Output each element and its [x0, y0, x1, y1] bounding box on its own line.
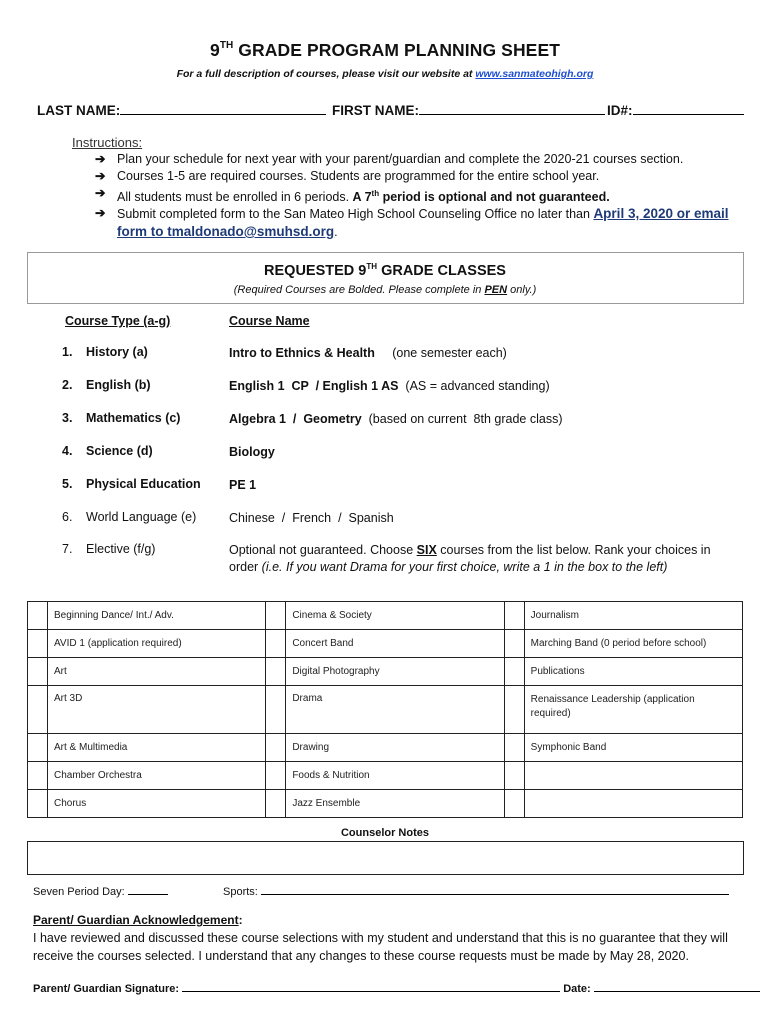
rank-box[interactable] [28, 658, 48, 686]
rank-box[interactable] [28, 762, 48, 790]
elective-instructions: Optional not guaranteed. Choose SIX courses from the list below. Rank your choices in order (i.e. If you want Drama for your first choice, write a 1 in the box to the left) [229, 543, 711, 574]
rank-box[interactable] [266, 762, 286, 790]
table-row: Beginning Dance/ Int./ Adv. Cinema & Society Journalism [28, 602, 743, 630]
acknowledgement-text: I have reviewed and discussed these course selections with my student and understand that this is no guarantee that they will receive the courses selected. I understand that any changes to these course requests must be made by May 28, 2020. [33, 931, 728, 963]
counselor-notes-box[interactable] [27, 841, 744, 875]
rank-box[interactable] [28, 790, 48, 818]
instructions-heading: Instructions: [72, 135, 143, 150]
rank-box[interactable] [266, 790, 286, 818]
sports-field[interactable] [261, 883, 729, 895]
rank-box[interactable] [266, 602, 286, 630]
table-row: Chamber Orchestra Foods & Nutrition [28, 762, 743, 790]
website-link[interactable]: www.sanmateohigh.org [475, 68, 594, 80]
seven-period-field[interactable] [128, 883, 168, 895]
arrow-icon: ➔ [95, 152, 106, 166]
table-row: Art & Multimedia Drawing Symphonic Band [28, 734, 743, 762]
instruction-item: ➔ All students must be enrolled in 6 periods. A 7th period is optional and not guaranteed. [95, 186, 610, 205]
table-row: Art Digital Photography Publications [28, 658, 743, 686]
rank-box[interactable] [266, 630, 286, 658]
first-name-field[interactable] [419, 101, 605, 115]
rank-box[interactable] [504, 734, 524, 762]
seven-period-row: Seven Period Day: [33, 883, 168, 898]
id-label: ID#: [607, 103, 633, 118]
arrow-icon: ➔ [95, 206, 106, 220]
rank-box[interactable] [504, 658, 524, 686]
course-name-header: Course Name [229, 314, 310, 328]
arrow-icon: ➔ [95, 186, 106, 200]
instruction-item: ➔ Plan your schedule for next year with your parent/guardian and complete the 2020-21 courses section. [95, 152, 684, 166]
first-name-label: FIRST NAME: [332, 103, 420, 118]
rank-box[interactable] [504, 790, 524, 818]
rank-box[interactable] [504, 762, 524, 790]
page-title: 9TH GRADE PROGRAM PLANNING SHEET [209, 40, 561, 60]
rank-box[interactable] [504, 602, 524, 630]
table-row: Art 3D Drama Renaissance Leadership (application required) [28, 686, 743, 734]
rank-box[interactable] [28, 630, 48, 658]
student-name-row [37, 101, 737, 118]
rank-box[interactable] [28, 734, 48, 762]
instruction-item: ➔ Courses 1-5 are required courses. Students are programmed for the entire school year. [95, 169, 600, 183]
rank-box[interactable] [266, 658, 286, 686]
rank-box[interactable] [504, 630, 524, 658]
signature-field[interactable] [182, 980, 560, 992]
website-note: For a full description of courses, please visit our website at www.sanmateohigh.org [176, 68, 594, 80]
table-row: Chorus Jazz Ensemble [28, 790, 743, 818]
acknowledgement-heading: Parent/ Guardian Acknowledgement: [33, 913, 243, 927]
last-name-field[interactable] [120, 101, 326, 115]
signature-row: Parent/ Guardian Signature: Date: [33, 980, 760, 995]
requested-classes-note: (Required Courses are Bolded. Please complete in PEN only.) [233, 284, 537, 296]
last-name-label: LAST NAME: [37, 103, 121, 118]
deadline-text: April 3, 2020 or email form to tmaldonado@smuhsd.org [117, 206, 729, 239]
course-type-header: Course Type (a-g) [65, 314, 171, 328]
elective-table [27, 601, 743, 818]
date-field[interactable] [594, 980, 760, 992]
rank-box[interactable] [28, 602, 48, 630]
sports-row: Sports: [223, 883, 729, 898]
rank-box[interactable] [504, 686, 524, 734]
id-field[interactable] [633, 101, 744, 115]
rank-box[interactable] [28, 686, 48, 734]
table-row: AVID 1 (application required) Concert Band Marching Band (0 period before school) [28, 630, 743, 658]
counselor-notes-label: Counselor Notes [340, 827, 429, 839]
arrow-icon: ➔ [95, 169, 106, 183]
instruction-item: ➔ Submit completed form to the San Mateo High School Counseling Office no later than April 3, 2020 or email form to tmaldonado@smuhsd.org. [95, 206, 729, 239]
requested-classes-title: REQUESTED 9TH GRADE CLASSES [264, 262, 506, 279]
rank-box[interactable] [266, 734, 286, 762]
rank-box[interactable] [266, 686, 286, 734]
